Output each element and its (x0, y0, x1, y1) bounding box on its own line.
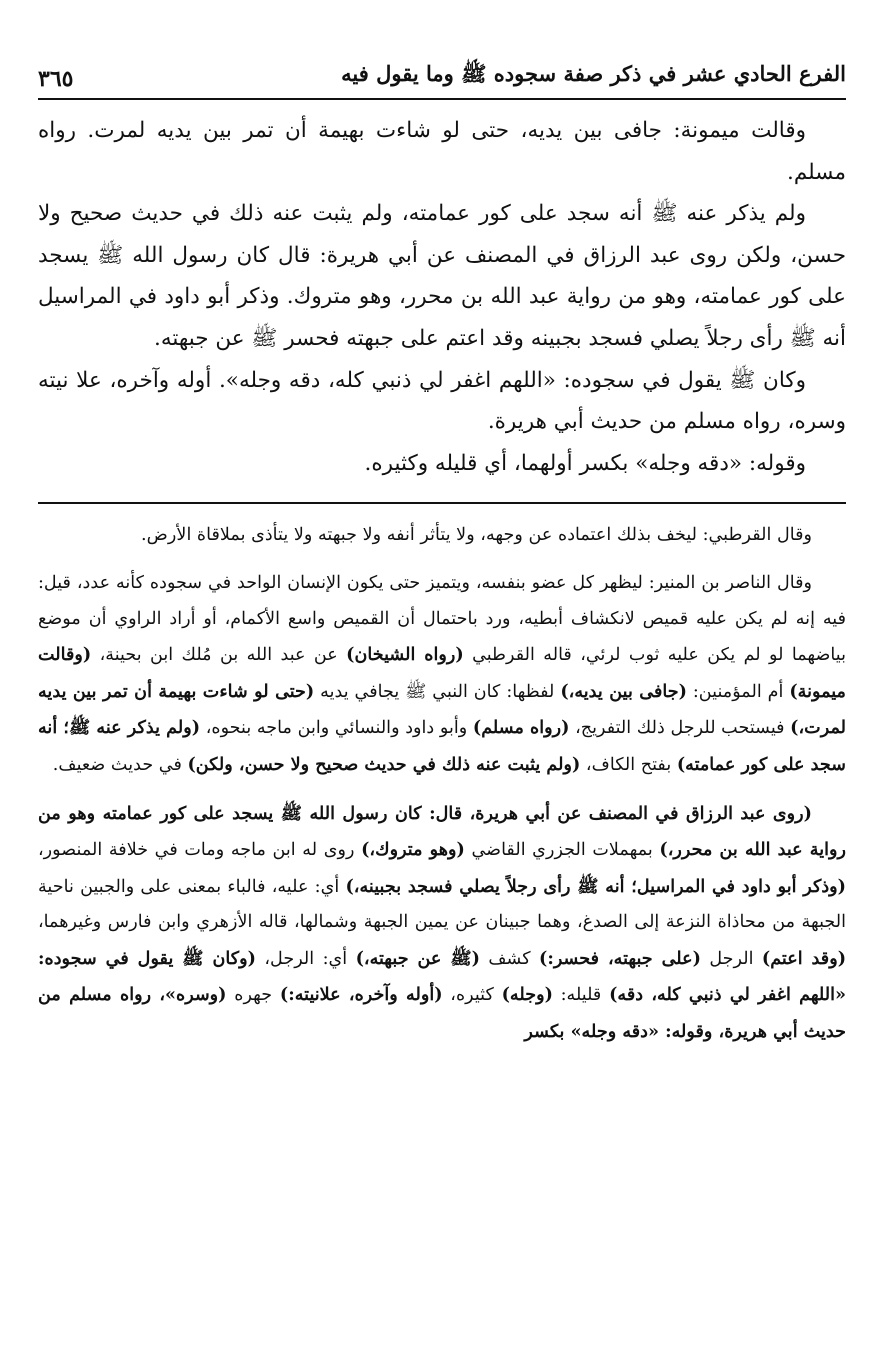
quoted-matn-text: (ﷺ عن جبهته،) (355, 947, 480, 969)
main-paragraph: وقالت ميمونة: جافى بين يديه، حتى لو شاءت بهيمة أن تمر بين يديه لمرت. رواه مسلم. (38, 118, 846, 185)
commentary-text: روى له ابن ماجه ومات في خلافة المنصور، (38, 840, 362, 861)
quoted-matn-text: (وجله) (501, 984, 553, 1006)
quoted-matn-text: (وذكر أبو داود في المراسيل؛ أنه ﷺ رأى رجلاً يصلي فسجد بجبينه،) (345, 875, 846, 897)
quoted-matn-text: (أوله وآخره، علانيته:) (279, 984, 443, 1006)
quoted-matn-text: (روى عبد الرزاق في المصنف عن أبي هريرة، قال: كان رسول الله ﷺ يسجد على كور عمامته وهو من رواية عبد الله بن محرر،) (38, 802, 847, 861)
main-paragraph: ولم يذكر عنه ﷺ أنه سجد على كور عمامته، ولم يثبت عنه ذلك في حديث صحيح ولا حسن، ولكن روى عبد الرزاق في المصنف عن أبي هريرة: قال كان رسول الله ﷺ يسجد على كور عمامته، وهو من رواية عبد الله بن محرر، وهو متروك. وذكر أبو داود في المراسيل أنه ﷺ رأى رجلاً يصلي فسجد بجبينه وقد اعتم على جبهته فحسر ﷺ عن جبهته. (38, 201, 846, 351)
quoted-matn-text: (جافى بين يديه،) (560, 680, 687, 702)
quoted-matn-text: (وقد اعتم) (761, 947, 847, 969)
footnote-separator (38, 502, 846, 504)
commentary-section (38, 518, 846, 1050)
page-header (38, 44, 846, 100)
commentary-text: كشف (479, 948, 540, 969)
quoted-matn-text: (رواه الشيخان) (346, 644, 464, 666)
commentary-paragraph (38, 796, 846, 1051)
quoted-matn-text: (وهو متروك،) (361, 839, 465, 861)
quoted-matn-text: (وسره»، رواه مسلم من حديث أبي هريرة، وقوله: «دقه وجله» بكسر (38, 984, 846, 1043)
commentary-text: بمهملات الجزري القاضي (464, 840, 660, 861)
commentary-text: كثيره، (442, 985, 502, 1006)
commentary-text: أي: الرجل، (255, 948, 356, 969)
commentary-paragraph (38, 518, 846, 554)
commentary-paragraph (38, 566, 846, 784)
quoted-matn-text: (حتى لو شاءت بهيمة أن تمر بين يديه لمرت،) (38, 680, 846, 739)
commentary-text: فيستحب للرجل ذلك التفريج، (569, 718, 791, 739)
commentary-text: أم المؤمنين: (686, 681, 790, 702)
quoted-matn-text: (ولم يذكر عنه ﷺ؛ أنه سجد على كور عمامته) (38, 717, 846, 775)
quoted-matn-text: (وكان ﷺ يقول في سجوده: «اللهم اغفر لي ذنبي كله، دقه) (38, 947, 846, 1006)
commentary-text: جهره (226, 985, 280, 1006)
commentary-text: وقال القرطبي: ليخف بذلك اعتماده عن وجهه، ولا يتأثر أنفه ولا جبهته ولا يتأذى بملاقاة الأرض. (141, 525, 812, 546)
commentary-text: عن عبد الله بن مُلك ابن بحينة، (91, 645, 347, 666)
main-paragraph: وكان ﷺ يقول في سجوده: «اللهم اغفر لي ذنبي كله، دقه وجله». أوله وآخره، علا نيته وسره، رواه مسلم من حديث أبي هريرة. (38, 367, 846, 435)
quoted-matn-text: (على جبهته، فحسر:) (539, 947, 701, 969)
commentary-text: الرجل (700, 948, 762, 969)
commentary-text: وقال الناصر بن المنير: ليظهر كل عضو بنفسه، ويتميز حتى يكون الإنسان الواحد في سجوده كأنه عدد، قيل: فيه إنه لم يكن عليه قميص لانكشاف أبطيه، ورد باحتمال أن القميص واسع الأكمام، أو أراد الراوي أن موضع بياضهما لو لم يكن عليه ثوب لرئي، قاله القرطبي (38, 572, 847, 666)
quoted-matn-text: (ولم يثبت عنه ذلك في حديث صحيح ولا حسن، ولكن) (187, 753, 581, 775)
commentary-text: في حديث ضعيف. (52, 754, 188, 775)
main-text (38, 110, 846, 484)
running-title: الفرع الحادي عشر في ذكر صفة سجوده ﷺ وما يقول فيه (341, 61, 846, 86)
commentary-text: أي: عليه، فالباء بمعنى على والجبين ناحية الجبهة من محاذاة النزعة إلى الصدغ، وهما جبينان عن يمين الجبهة وشمالها، قاله الأزهري وابن فارس وغيرهما، (38, 876, 846, 933)
commentary-text: لفظها: كان النبي ﷺ يجافي يديه (314, 681, 561, 702)
quoted-matn-text: (وقالت ميمونة) (38, 644, 846, 702)
commentary-text: قليله: (552, 985, 610, 1006)
commentary-text: بفتح الكاف، (580, 754, 677, 775)
quoted-matn-text: (رواه مسلم) (472, 717, 570, 739)
book-page (38, 44, 846, 1051)
main-paragraph: وقوله: «دقه وجله» بكسر أولهما، أي قليله وكثيره. (364, 450, 806, 476)
commentary-text: وأبو داود والنسائي وابن ماجه بنحوه، (200, 718, 473, 739)
page-number: ٣٦٥ (38, 66, 74, 92)
